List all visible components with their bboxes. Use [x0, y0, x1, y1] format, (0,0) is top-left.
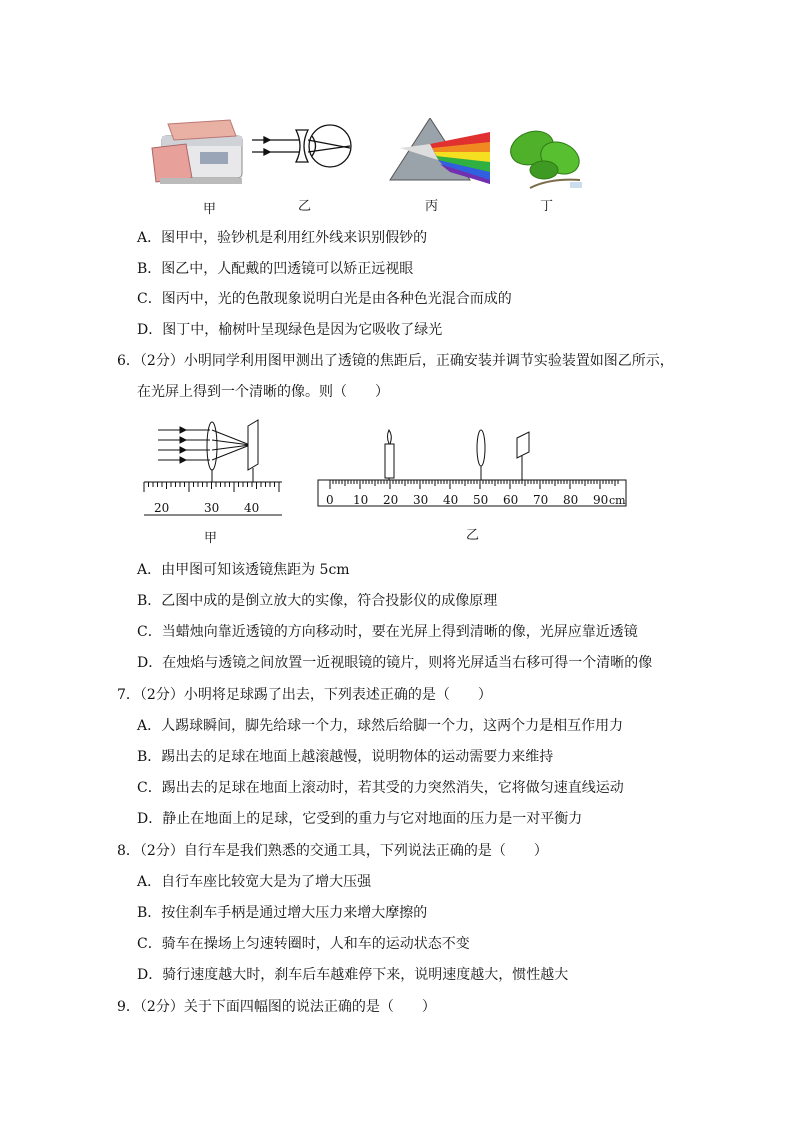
yi-tick-20: 20 — [383, 493, 399, 507]
q5-option-c: C．图丙中，光的色散现象说明白光是由各种色光混合而成的 — [137, 291, 512, 307]
q8-option-c: C．骑车在操场上匀速转圈时，人和车的运动状态不变 — [137, 936, 470, 952]
q7-option-c: C．踢出去的足球在地面上滚动时，若其受的力突然消失，它将做匀速直线运动 — [137, 780, 624, 796]
yi-tick-90: 90 — [593, 493, 609, 507]
q6-stem-line1: 6．（2分）小明同学利用图甲测出了透镜的焦距后，正确安装并调节实验装置如图乙所示， — [117, 353, 674, 369]
yi-tick-30: 30 — [413, 493, 429, 507]
q6-stem-line2: 在光屏上得到一个清晰的像。则（ ） — [137, 384, 389, 400]
q6-figure-yi — [316, 428, 630, 512]
prism-dispersion-image — [390, 118, 490, 184]
yi-tick-0: 0 — [326, 493, 334, 507]
yi-tick-80: 80 — [563, 493, 579, 507]
yi-unit: cm — [609, 494, 626, 507]
q5-option-a: A．图甲中，验钞机是利用红外线来识别假钞的 — [137, 230, 428, 246]
q6-figure-jia-label: 甲 — [204, 531, 218, 546]
candle-flame — [388, 430, 392, 444]
jia-tick-40: 40 — [244, 501, 260, 515]
q7-option-b: B．踢出去的足球在地面上越滚越慢，说明物体的运动需要力来维持 — [137, 749, 554, 765]
jia-tick-20: 20 — [154, 501, 170, 515]
q7-stem: 7．（2分）小明将足球踢了出去，下列表述正确的是（ ） — [117, 687, 492, 703]
q6-option-b: B．乙图中成的是倒立放大的实像，符合投影仪的成像原理 — [137, 593, 498, 609]
yi-tick-50: 50 — [473, 493, 489, 507]
fig5-label-yi: 乙 — [298, 199, 312, 214]
eye-concave-lens-diagram — [252, 125, 351, 167]
q6-option-c: C．当蜡烛向靠近透镜的方向移动时，要在光屏上得到清晰的像，光屏应靠近透镜 — [137, 624, 638, 640]
currency-detector-image — [152, 120, 242, 184]
q5-option-d: D．图丁中，榆树叶呈现绿色是因为它吸收了绿光 — [137, 322, 443, 338]
fig5-label-jia: 甲 — [203, 202, 217, 217]
fig5-label-bing: 丙 — [425, 199, 439, 214]
q7-option-d: D．静止在地面上的足球，它受到的重力与它对地面的压力是一对平衡力 — [137, 811, 583, 827]
q8-option-a: A．自行车座比较宽大是为了增大压强 — [137, 874, 372, 890]
q6-figure-jia — [140, 418, 285, 518]
q6-option-a: A．由甲图可知该透镜焦距为 5cm — [137, 562, 350, 578]
yi-tick-70: 70 — [533, 493, 549, 507]
q9-stem: 9．（2分）关于下面四幅图的说法正确的是（ ） — [117, 999, 436, 1015]
q6-option-d: D．在烛焰与透镜之间放置一近视眼镜的镜片，则将光屏适当右移可得一个清晰的像 — [137, 655, 653, 671]
q8-option-b: B．按住刹车手柄是通过增大压力来增大摩擦的 — [137, 905, 428, 921]
light-screen — [517, 432, 529, 458]
jia-tick-30: 30 — [204, 501, 220, 515]
q7-option-a: A．人踢球瞬间，脚先给球一个力，球然后给脚一个力，这两个力是相互作用力 — [137, 718, 624, 734]
green-leaves-image — [506, 125, 585, 188]
q8-option-d: D．骑行速度越大时，刹车后车越难停下来，说明速度越大，惯性越大 — [137, 967, 569, 983]
q5-figures — [140, 118, 600, 196]
fig5-label-ding: 丁 — [540, 199, 554, 214]
lens — [477, 430, 485, 466]
q6-figure-yi-label: 乙 — [466, 528, 480, 543]
q5-option-b: B．图乙中，人配戴的凹透镜可以矫正远视眼 — [137, 261, 414, 277]
candle-body — [385, 444, 394, 478]
yi-tick-40: 40 — [443, 493, 459, 507]
yi-tick-60: 60 — [503, 493, 519, 507]
q8-stem: 8．（2分）自行车是我们熟悉的交通工具，下列说法正确的是（ ） — [117, 843, 548, 859]
yi-tick-10: 10 — [353, 493, 369, 507]
